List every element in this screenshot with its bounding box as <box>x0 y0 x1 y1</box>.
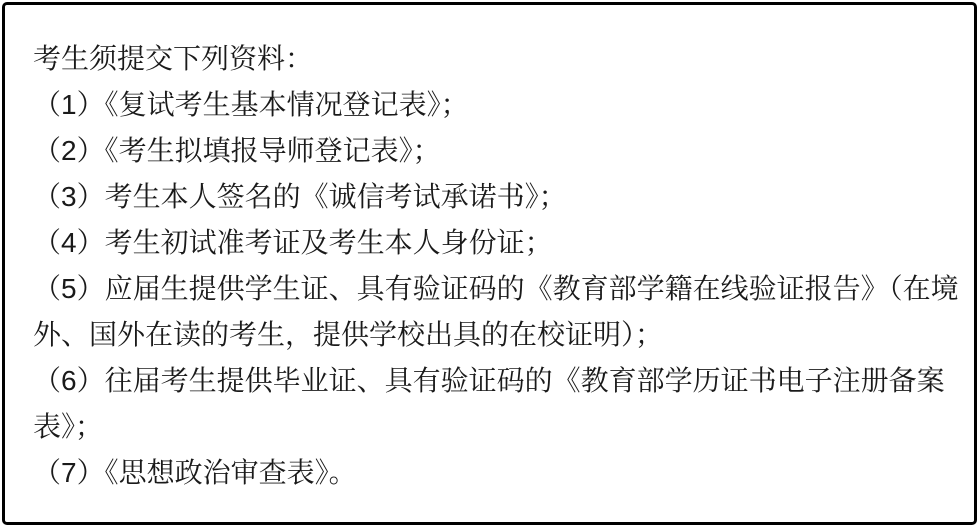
list-item-3: （3）考生本人签名的《诚信考试承诺书》； <box>33 181 567 212</box>
list-item-5: （5）应届生提供学生证、具有验证码的《教育部学籍在线验证报告》（在境 <box>33 273 959 304</box>
list-item-6-continuation: 表》； <box>33 411 104 442</box>
list-item-1: （1）《复试考生基本情况登记表》； <box>33 89 469 120</box>
document-heading: 考生须提交下列资料： <box>33 43 314 74</box>
list-item-6: （6）往届考生提供毕业证、具有验证码的《教育部学历证书电子注册备案 <box>33 365 945 396</box>
list-item-5-continuation: 外、国外在读的考生，提供学校出具的在校证明）； <box>33 319 664 350</box>
list-item-4: （4）考生初试准考证及考生本人身份证； <box>33 227 553 258</box>
document-frame <box>2 2 977 525</box>
list-item-7: （7）《思想政治审查表》。 <box>33 457 357 488</box>
document-body <box>5 5 974 496</box>
list-item-2: （2）《考生拟填报导师登记表》； <box>33 135 441 166</box>
